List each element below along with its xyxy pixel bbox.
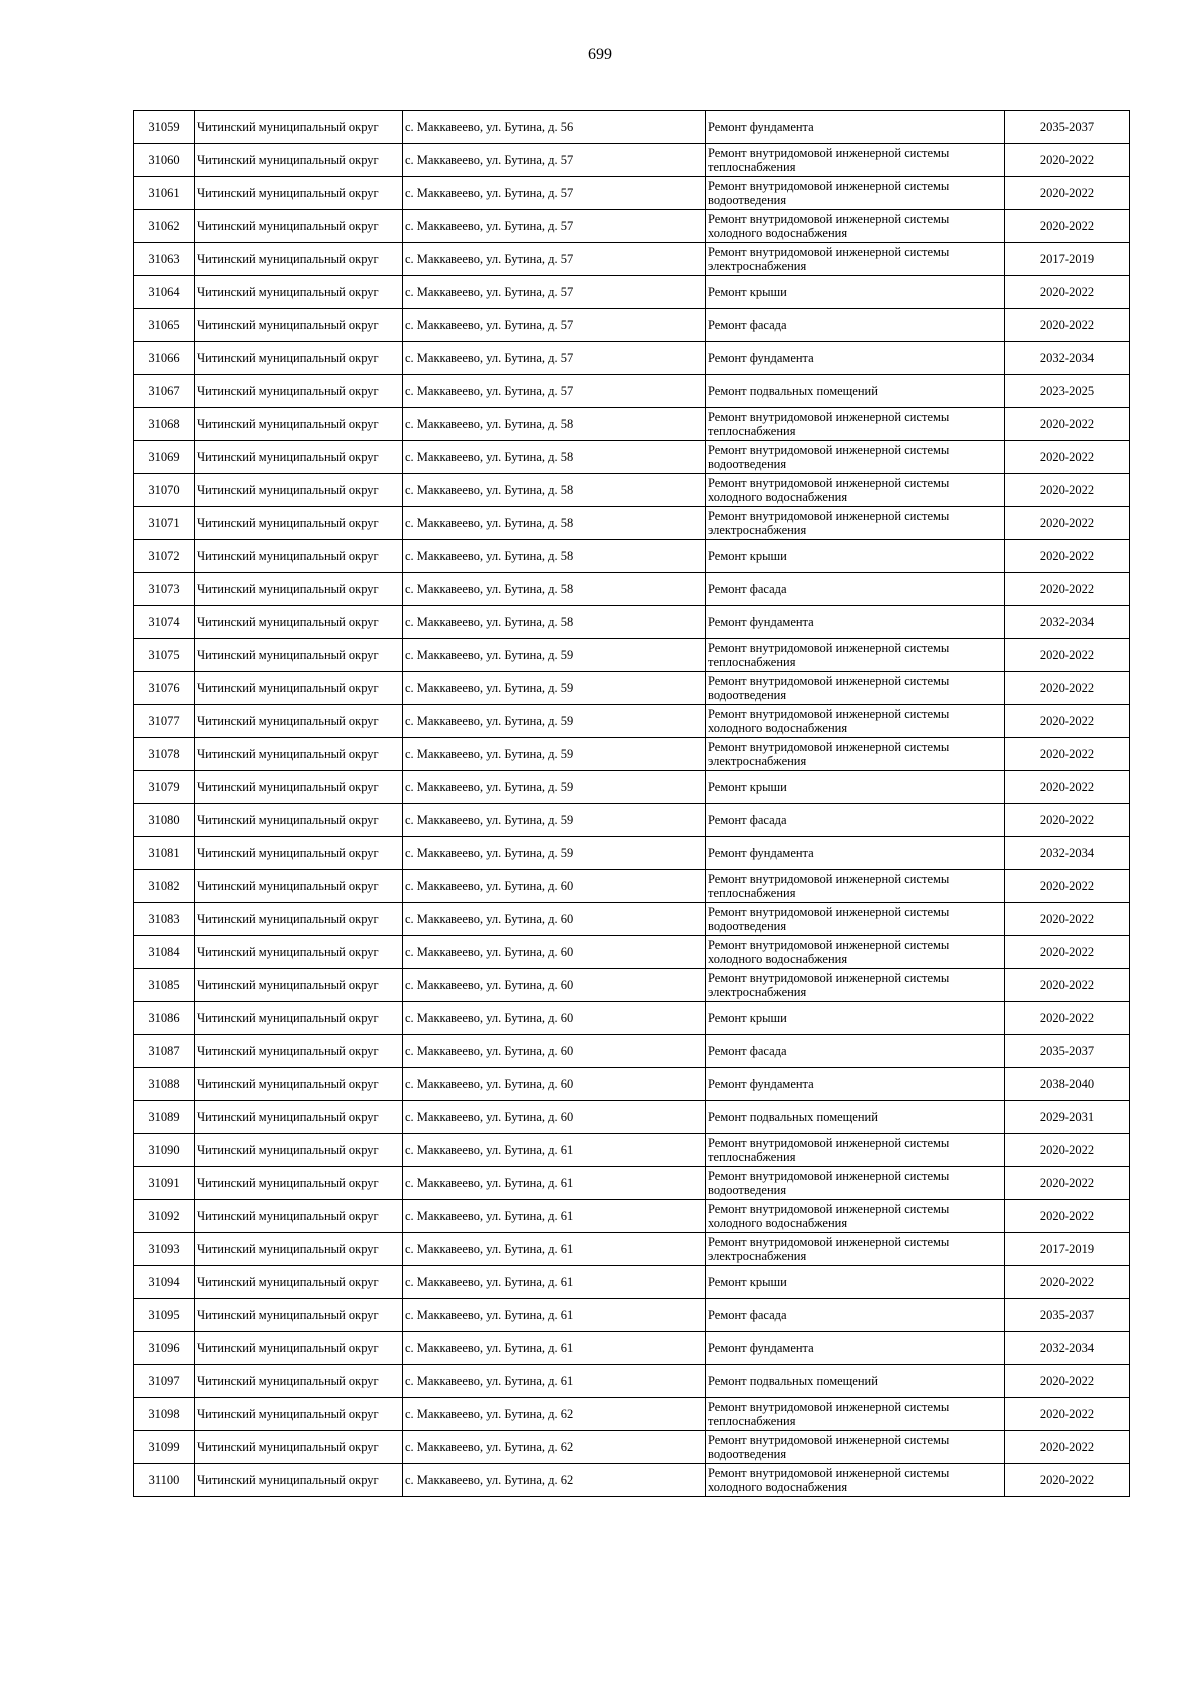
address-cell: с. Маккавеево, ул. Бутина, д. 57 <box>403 243 706 276</box>
municipality-cell: Читинский муниципальный округ <box>195 1101 403 1134</box>
work-type-cell: Ремонт внутридомовой инженерной системы водоотведения <box>706 177 1005 210</box>
table-row <box>134 573 1130 606</box>
period-cell: 2020-2022 <box>1005 804 1130 837</box>
municipality-cell: Читинский муниципальный округ <box>195 804 403 837</box>
period-cell: 2038-2040 <box>1005 1068 1130 1101</box>
row-number-cell: 31070 <box>134 474 195 507</box>
row-number-cell: 31076 <box>134 672 195 705</box>
address-cell: с. Маккавеево, ул. Бутина, д. 60 <box>403 870 706 903</box>
work-type-cell: Ремонт крыши <box>706 771 1005 804</box>
row-number-cell: 31098 <box>134 1398 195 1431</box>
row-number-cell: 31064 <box>134 276 195 309</box>
work-type-cell: Ремонт фасада <box>706 309 1005 342</box>
municipality-cell: Читинский муниципальный округ <box>195 672 403 705</box>
work-type-cell: Ремонт внутридомовой инженерной системы водоотведения <box>706 1431 1005 1464</box>
work-type-cell: Ремонт внутридомовой инженерной системы электроснабжения <box>706 507 1005 540</box>
period-cell: 2020-2022 <box>1005 705 1130 738</box>
municipality-cell: Читинский муниципальный округ <box>195 1398 403 1431</box>
work-type-cell: Ремонт внутридомовой инженерной системы теплоснабжения <box>706 870 1005 903</box>
row-number-cell: 31083 <box>134 903 195 936</box>
address-cell: с. Маккавеево, ул. Бутина, д. 61 <box>403 1332 706 1365</box>
municipality-cell: Читинский муниципальный округ <box>195 144 403 177</box>
period-cell: 2020-2022 <box>1005 177 1130 210</box>
table-row <box>134 1101 1130 1134</box>
address-cell: с. Маккавеево, ул. Бутина, д. 57 <box>403 375 706 408</box>
municipality-cell: Читинский муниципальный округ <box>195 1200 403 1233</box>
row-number-cell: 31092 <box>134 1200 195 1233</box>
work-type-cell: Ремонт внутридомовой инженерной системы холодного водоснабжения <box>706 936 1005 969</box>
table-row <box>134 870 1130 903</box>
work-type-cell: Ремонт внутридомовой инженерной системы водоотведения <box>706 903 1005 936</box>
row-number-cell: 31061 <box>134 177 195 210</box>
municipality-cell: Читинский муниципальный округ <box>195 1167 403 1200</box>
work-type-cell: Ремонт внутридомовой инженерной системы водоотведения <box>706 441 1005 474</box>
table-row <box>134 1398 1130 1431</box>
municipality-cell: Читинский муниципальный округ <box>195 606 403 639</box>
table-row <box>134 243 1130 276</box>
table-row <box>134 1365 1130 1398</box>
table-row <box>134 210 1130 243</box>
address-cell: с. Маккавеево, ул. Бутина, д. 59 <box>403 771 706 804</box>
municipality-cell: Читинский муниципальный округ <box>195 936 403 969</box>
work-type-cell: Ремонт фундамента <box>706 1332 1005 1365</box>
work-type-cell: Ремонт внутридомовой инженерной системы теплоснабжения <box>706 639 1005 672</box>
work-type-cell: Ремонт внутридомовой инженерной системы теплоснабжения <box>706 1134 1005 1167</box>
row-number-cell: 31075 <box>134 639 195 672</box>
work-type-cell: Ремонт крыши <box>706 1002 1005 1035</box>
period-cell: 2032-2034 <box>1005 1332 1130 1365</box>
row-number-cell: 31078 <box>134 738 195 771</box>
period-cell: 2020-2022 <box>1005 1365 1130 1398</box>
municipality-cell: Читинский муниципальный округ <box>195 705 403 738</box>
work-type-cell: Ремонт фундамента <box>706 1068 1005 1101</box>
municipality-cell: Читинский муниципальный округ <box>195 903 403 936</box>
municipality-cell: Читинский муниципальный округ <box>195 837 403 870</box>
row-number-cell: 31094 <box>134 1266 195 1299</box>
period-cell: 2020-2022 <box>1005 1266 1130 1299</box>
table-row <box>134 903 1130 936</box>
work-type-cell: Ремонт внутридомовой инженерной системы холодного водоснабжения <box>706 474 1005 507</box>
table-row <box>134 1266 1130 1299</box>
period-cell: 2020-2022 <box>1005 144 1130 177</box>
municipality-cell: Читинский муниципальный округ <box>195 1035 403 1068</box>
page-number: 699 <box>588 46 612 63</box>
table-row <box>134 1200 1130 1233</box>
municipality-cell: Читинский муниципальный округ <box>195 1233 403 1266</box>
address-cell: с. Маккавеево, ул. Бутина, д. 57 <box>403 177 706 210</box>
row-number-cell: 31059 <box>134 111 195 144</box>
table-row <box>134 936 1130 969</box>
work-type-cell: Ремонт подвальных помещений <box>706 1101 1005 1134</box>
work-type-cell: Ремонт внутридомовой инженерной системы теплоснабжения <box>706 144 1005 177</box>
period-cell: 2020-2022 <box>1005 1134 1130 1167</box>
row-number-cell: 31068 <box>134 408 195 441</box>
municipality-cell: Читинский муниципальный округ <box>195 738 403 771</box>
municipality-cell: Читинский муниципальный округ <box>195 1266 403 1299</box>
address-cell: с. Маккавеево, ул. Бутина, д. 59 <box>403 672 706 705</box>
table-row <box>134 177 1130 210</box>
table-row <box>134 507 1130 540</box>
table-row <box>134 969 1130 1002</box>
work-type-cell: Ремонт фасада <box>706 1299 1005 1332</box>
municipality-cell: Читинский муниципальный округ <box>195 210 403 243</box>
work-type-cell: Ремонт фундамента <box>706 606 1005 639</box>
row-number-cell: 31091 <box>134 1167 195 1200</box>
work-type-cell: Ремонт фасада <box>706 804 1005 837</box>
municipality-cell: Читинский муниципальный округ <box>195 870 403 903</box>
table-row <box>134 309 1130 342</box>
period-cell: 2035-2037 <box>1005 111 1130 144</box>
municipality-cell: Читинский муниципальный округ <box>195 1299 403 1332</box>
address-cell: с. Маккавеево, ул. Бутина, д. 62 <box>403 1398 706 1431</box>
row-number-cell: 31095 <box>134 1299 195 1332</box>
address-cell: с. Маккавеево, ул. Бутина, д. 57 <box>403 210 706 243</box>
table-body <box>134 111 1130 1497</box>
work-type-cell: Ремонт фундамента <box>706 111 1005 144</box>
row-number-cell: 31082 <box>134 870 195 903</box>
period-cell: 2020-2022 <box>1005 936 1130 969</box>
row-number-cell: 31063 <box>134 243 195 276</box>
period-cell: 2032-2034 <box>1005 606 1130 639</box>
address-cell: с. Маккавеево, ул. Бутина, д. 61 <box>403 1365 706 1398</box>
period-cell: 2020-2022 <box>1005 408 1130 441</box>
municipality-cell: Читинский муниципальный округ <box>195 375 403 408</box>
period-cell: 2020-2022 <box>1005 903 1130 936</box>
row-number-cell: 31099 <box>134 1431 195 1464</box>
municipality-cell: Читинский муниципальный округ <box>195 639 403 672</box>
municipality-cell: Читинский муниципальный округ <box>195 342 403 375</box>
row-number-cell: 31087 <box>134 1035 195 1068</box>
work-type-cell: Ремонт внутридомовой инженерной системы холодного водоснабжения <box>706 1200 1005 1233</box>
row-number-cell: 31096 <box>134 1332 195 1365</box>
table-row <box>134 1299 1130 1332</box>
address-cell: с. Маккавеево, ул. Бутина, д. 59 <box>403 639 706 672</box>
work-type-cell: Ремонт внутридомовой инженерной системы электроснабжения <box>706 738 1005 771</box>
address-cell: с. Маккавеево, ул. Бутина, д. 57 <box>403 276 706 309</box>
period-cell: 2020-2022 <box>1005 738 1130 771</box>
municipality-cell: Читинский муниципальный округ <box>195 1365 403 1398</box>
municipality-cell: Читинский муниципальный округ <box>195 276 403 309</box>
municipality-cell: Читинский муниципальный округ <box>195 1431 403 1464</box>
period-cell: 2020-2022 <box>1005 1200 1130 1233</box>
work-type-cell: Ремонт фундамента <box>706 837 1005 870</box>
table-row <box>134 1233 1130 1266</box>
row-number-cell: 31086 <box>134 1002 195 1035</box>
address-cell: с. Маккавеево, ул. Бутина, д. 60 <box>403 969 706 1002</box>
period-cell: 2017-2019 <box>1005 1233 1130 1266</box>
address-cell: с. Маккавеево, ул. Бутина, д. 57 <box>403 309 706 342</box>
row-number-cell: 31081 <box>134 837 195 870</box>
row-number-cell: 31065 <box>134 309 195 342</box>
table-row <box>134 1464 1130 1497</box>
work-type-cell: Ремонт внутридомовой инженерной системы теплоснабжения <box>706 408 1005 441</box>
address-cell: с. Маккавеево, ул. Бутина, д. 58 <box>403 606 706 639</box>
row-number-cell: 31079 <box>134 771 195 804</box>
row-number-cell: 31084 <box>134 936 195 969</box>
address-cell: с. Маккавеево, ул. Бутина, д. 61 <box>403 1233 706 1266</box>
address-cell: с. Маккавеево, ул. Бутина, д. 61 <box>403 1266 706 1299</box>
address-cell: с. Маккавеево, ул. Бутина, д. 62 <box>403 1464 706 1497</box>
address-cell: с. Маккавеево, ул. Бутина, д. 59 <box>403 837 706 870</box>
row-number-cell: 31090 <box>134 1134 195 1167</box>
address-cell: с. Маккавеево, ул. Бутина, д. 58 <box>403 573 706 606</box>
period-cell: 2020-2022 <box>1005 870 1130 903</box>
work-type-cell: Ремонт внутридомовой инженерной системы теплоснабжения <box>706 1398 1005 1431</box>
table-row <box>134 276 1130 309</box>
municipality-cell: Читинский муниципальный округ <box>195 1002 403 1035</box>
address-cell: с. Маккавеево, ул. Бутина, д. 60 <box>403 1002 706 1035</box>
work-type-cell: Ремонт внутридомовой инженерной системы электроснабжения <box>706 1233 1005 1266</box>
table-row <box>134 1431 1130 1464</box>
municipality-cell: Читинский муниципальный округ <box>195 507 403 540</box>
work-type-cell: Ремонт внутридомовой инженерной системы электроснабжения <box>706 243 1005 276</box>
row-number-cell: 31100 <box>134 1464 195 1497</box>
period-cell: 2020-2022 <box>1005 540 1130 573</box>
address-cell: с. Маккавеево, ул. Бутина, д. 60 <box>403 1035 706 1068</box>
period-cell: 2020-2022 <box>1005 639 1130 672</box>
row-number-cell: 31062 <box>134 210 195 243</box>
address-cell: с. Маккавеево, ул. Бутина, д. 58 <box>403 441 706 474</box>
municipality-cell: Читинский муниципальный округ <box>195 111 403 144</box>
repair-schedule-table <box>133 110 1130 1497</box>
table-row <box>134 474 1130 507</box>
address-cell: с. Маккавеево, ул. Бутина, д. 59 <box>403 738 706 771</box>
table-row <box>134 1002 1130 1035</box>
period-cell: 2032-2034 <box>1005 837 1130 870</box>
row-number-cell: 31073 <box>134 573 195 606</box>
table-row <box>134 1332 1130 1365</box>
row-number-cell: 31085 <box>134 969 195 1002</box>
row-number-cell: 31097 <box>134 1365 195 1398</box>
work-type-cell: Ремонт внутридомовой инженерной системы электроснабжения <box>706 969 1005 1002</box>
municipality-cell: Читинский муниципальный округ <box>195 309 403 342</box>
period-cell: 2020-2022 <box>1005 672 1130 705</box>
period-cell: 2035-2037 <box>1005 1035 1130 1068</box>
row-number-cell: 31060 <box>134 144 195 177</box>
period-cell: 2020-2022 <box>1005 210 1130 243</box>
period-cell: 2020-2022 <box>1005 507 1130 540</box>
row-number-cell: 31093 <box>134 1233 195 1266</box>
table-row <box>134 1167 1130 1200</box>
table-row <box>134 111 1130 144</box>
work-type-cell: Ремонт внутридомовой инженерной системы холодного водоснабжения <box>706 210 1005 243</box>
address-cell: с. Маккавеево, ул. Бутина, д. 61 <box>403 1299 706 1332</box>
address-cell: с. Маккавеево, ул. Бутина, д. 59 <box>403 705 706 738</box>
address-cell: с. Маккавеево, ул. Бутина, д. 60 <box>403 1101 706 1134</box>
address-cell: с. Маккавеево, ул. Бутина, д. 59 <box>403 804 706 837</box>
period-cell: 2020-2022 <box>1005 969 1130 1002</box>
municipality-cell: Читинский муниципальный округ <box>195 441 403 474</box>
work-type-cell: Ремонт крыши <box>706 1266 1005 1299</box>
period-cell: 2020-2022 <box>1005 573 1130 606</box>
work-type-cell: Ремонт фундамента <box>706 342 1005 375</box>
municipality-cell: Читинский муниципальный округ <box>195 408 403 441</box>
work-type-cell: Ремонт крыши <box>706 540 1005 573</box>
municipality-cell: Читинский муниципальный округ <box>195 1464 403 1497</box>
work-type-cell: Ремонт фасада <box>706 1035 1005 1068</box>
period-cell: 2020-2022 <box>1005 276 1130 309</box>
table-row <box>134 639 1130 672</box>
work-type-cell: Ремонт крыши <box>706 276 1005 309</box>
period-cell: 2017-2019 <box>1005 243 1130 276</box>
work-type-cell: Ремонт подвальных помещений <box>706 375 1005 408</box>
municipality-cell: Читинский муниципальный округ <box>195 1332 403 1365</box>
period-cell: 2020-2022 <box>1005 1431 1130 1464</box>
address-cell: с. Маккавеево, ул. Бутина, д. 58 <box>403 408 706 441</box>
address-cell: с. Маккавеево, ул. Бутина, д. 60 <box>403 936 706 969</box>
row-number-cell: 31077 <box>134 705 195 738</box>
table-row <box>134 540 1130 573</box>
period-cell: 2020-2022 <box>1005 474 1130 507</box>
address-cell: с. Маккавеево, ул. Бутина, д. 57 <box>403 144 706 177</box>
row-number-cell: 31074 <box>134 606 195 639</box>
municipality-cell: Читинский муниципальный округ <box>195 771 403 804</box>
address-cell: с. Маккавеево, ул. Бутина, д. 56 <box>403 111 706 144</box>
municipality-cell: Читинский муниципальный округ <box>195 243 403 276</box>
address-cell: с. Маккавеево, ул. Бутина, д. 58 <box>403 507 706 540</box>
row-number-cell: 31089 <box>134 1101 195 1134</box>
municipality-cell: Читинский муниципальный округ <box>195 1134 403 1167</box>
period-cell: 2035-2037 <box>1005 1299 1130 1332</box>
row-number-cell: 31069 <box>134 441 195 474</box>
address-cell: с. Маккавеево, ул. Бутина, д. 60 <box>403 903 706 936</box>
period-cell: 2020-2022 <box>1005 441 1130 474</box>
period-cell: 2029-2031 <box>1005 1101 1130 1134</box>
work-type-cell: Ремонт внутридомовой инженерной системы холодного водоснабжения <box>706 1464 1005 1497</box>
address-cell: с. Маккавеево, ул. Бутина, д. 58 <box>403 540 706 573</box>
table-row <box>134 1068 1130 1101</box>
table-row <box>134 606 1130 639</box>
period-cell: 2032-2034 <box>1005 342 1130 375</box>
period-cell: 2020-2022 <box>1005 771 1130 804</box>
work-type-cell: Ремонт фасада <box>706 573 1005 606</box>
table-row <box>134 375 1130 408</box>
address-cell: с. Маккавеево, ул. Бутина, д. 61 <box>403 1167 706 1200</box>
municipality-cell: Читинский муниципальный округ <box>195 969 403 1002</box>
municipality-cell: Читинский муниципальный округ <box>195 540 403 573</box>
period-cell: 2020-2022 <box>1005 1398 1130 1431</box>
work-type-cell: Ремонт подвальных помещений <box>706 1365 1005 1398</box>
address-cell: с. Маккавеево, ул. Бутина, д. 57 <box>403 342 706 375</box>
work-type-cell: Ремонт внутридомовой инженерной системы водоотведения <box>706 672 1005 705</box>
address-cell: с. Маккавеево, ул. Бутина, д. 62 <box>403 1431 706 1464</box>
row-number-cell: 31066 <box>134 342 195 375</box>
municipality-cell: Читинский муниципальный округ <box>195 1068 403 1101</box>
row-number-cell: 31080 <box>134 804 195 837</box>
table-row <box>134 144 1130 177</box>
address-cell: с. Маккавеево, ул. Бутина, д. 61 <box>403 1200 706 1233</box>
period-cell: 2020-2022 <box>1005 309 1130 342</box>
municipality-cell: Читинский муниципальный округ <box>195 573 403 606</box>
row-number-cell: 31088 <box>134 1068 195 1101</box>
address-cell: с. Маккавеево, ул. Бутина, д. 61 <box>403 1134 706 1167</box>
row-number-cell: 31067 <box>134 375 195 408</box>
period-cell: 2020-2022 <box>1005 1464 1130 1497</box>
period-cell: 2023-2025 <box>1005 375 1130 408</box>
table-row <box>134 441 1130 474</box>
address-cell: с. Маккавеево, ул. Бутина, д. 60 <box>403 1068 706 1101</box>
table-row <box>134 1134 1130 1167</box>
municipality-cell: Читинский муниципальный округ <box>195 474 403 507</box>
table-row <box>134 705 1130 738</box>
table-row <box>134 837 1130 870</box>
municipality-cell: Читинский муниципальный округ <box>195 177 403 210</box>
table-row <box>134 738 1130 771</box>
table-row <box>134 672 1130 705</box>
row-number-cell: 31071 <box>134 507 195 540</box>
table-row <box>134 342 1130 375</box>
period-cell: 2020-2022 <box>1005 1167 1130 1200</box>
table-row <box>134 1035 1130 1068</box>
table-row <box>134 408 1130 441</box>
table-row <box>134 771 1130 804</box>
address-cell: с. Маккавеево, ул. Бутина, д. 58 <box>403 474 706 507</box>
table-row <box>134 804 1130 837</box>
work-type-cell: Ремонт внутридомовой инженерной системы водоотведения <box>706 1167 1005 1200</box>
period-cell: 2020-2022 <box>1005 1002 1130 1035</box>
row-number-cell: 31072 <box>134 540 195 573</box>
work-type-cell: Ремонт внутридомовой инженерной системы холодного водоснабжения <box>706 705 1005 738</box>
